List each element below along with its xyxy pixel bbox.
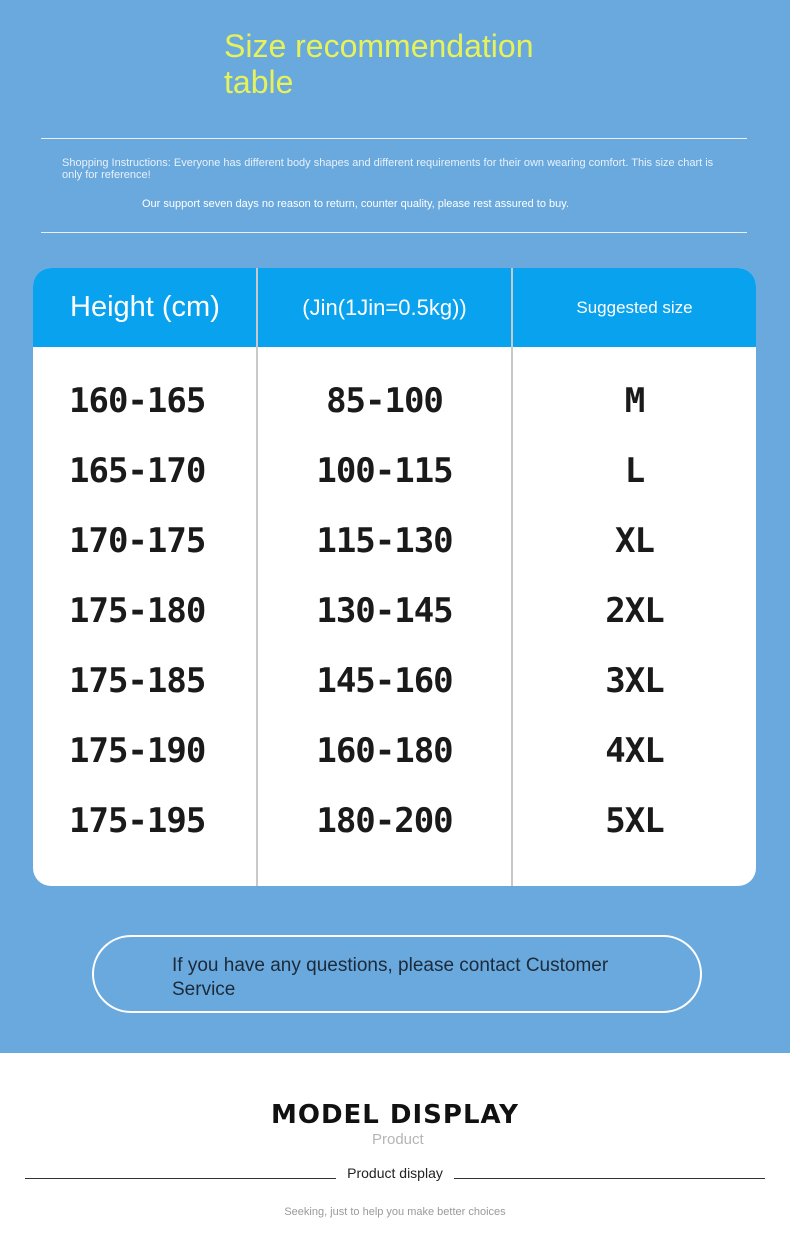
height-cell: 170-175 <box>69 521 206 561</box>
divider <box>25 1178 336 1179</box>
column-divider <box>256 268 258 886</box>
column-header-size: Suggested size <box>576 297 693 317</box>
table-row <box>33 436 756 506</box>
table-row <box>33 366 756 436</box>
divider <box>41 138 747 139</box>
column-divider <box>511 268 513 886</box>
table-row <box>33 786 756 856</box>
contact-customer-service-banner[interactable] <box>92 935 702 1013</box>
height-cell: 175-195 <box>69 801 206 841</box>
divider <box>41 232 747 233</box>
table-row <box>33 506 756 576</box>
size-cell: L <box>624 451 645 491</box>
weight-cell: 100-115 <box>316 451 453 491</box>
weight-cell: 115-130 <box>316 521 453 561</box>
table-row <box>33 646 756 716</box>
height-cell: 165-170 <box>69 451 206 491</box>
model-display-heading: MODEL DISPLAY <box>270 1100 519 1130</box>
table-row <box>33 576 756 646</box>
shopping-instructions: Shopping Instructions: Everyone has different body shapes and different requirements for their own wearing comfort. This size chart is only for reference! <box>62 157 714 181</box>
table-row <box>33 716 756 786</box>
size-cell: M <box>624 381 645 421</box>
column-header-height: Height (cm) <box>70 291 220 323</box>
size-cell: 3XL <box>605 661 664 701</box>
column-header-weight: (Jin(1Jin=0.5kg)) <box>302 294 467 320</box>
weight-cell: 145-160 <box>316 661 453 701</box>
tagline: Seeking, just to help you make better choices <box>284 1206 506 1218</box>
size-cell: 4XL <box>605 731 664 771</box>
weight-cell: 85-100 <box>326 381 443 421</box>
height-cell: 160-165 <box>69 381 206 421</box>
support-note: Our support seven days no reason to return, counter quality, please rest assured to buy. <box>142 198 569 210</box>
table-header-row <box>33 268 756 347</box>
divider <box>454 1178 765 1179</box>
weight-cell: 160-180 <box>316 731 453 771</box>
height-cell: 175-185 <box>69 661 206 701</box>
size-table <box>33 268 756 886</box>
product-small-label: Product <box>372 1131 424 1148</box>
page-title: Size recommendation table <box>224 28 534 100</box>
height-cell: 175-180 <box>69 591 206 631</box>
contact-text: If you have any questions, please contact Customer Service <box>172 955 609 1000</box>
weight-cell: 180-200 <box>316 801 453 841</box>
size-cell: 5XL <box>605 801 664 841</box>
size-cell: 2XL <box>605 591 664 631</box>
height-cell: 175-190 <box>69 731 206 771</box>
size-cell: XL <box>615 521 654 561</box>
weight-cell: 130-145 <box>316 591 453 631</box>
product-display-label: Product display <box>347 1165 443 1181</box>
